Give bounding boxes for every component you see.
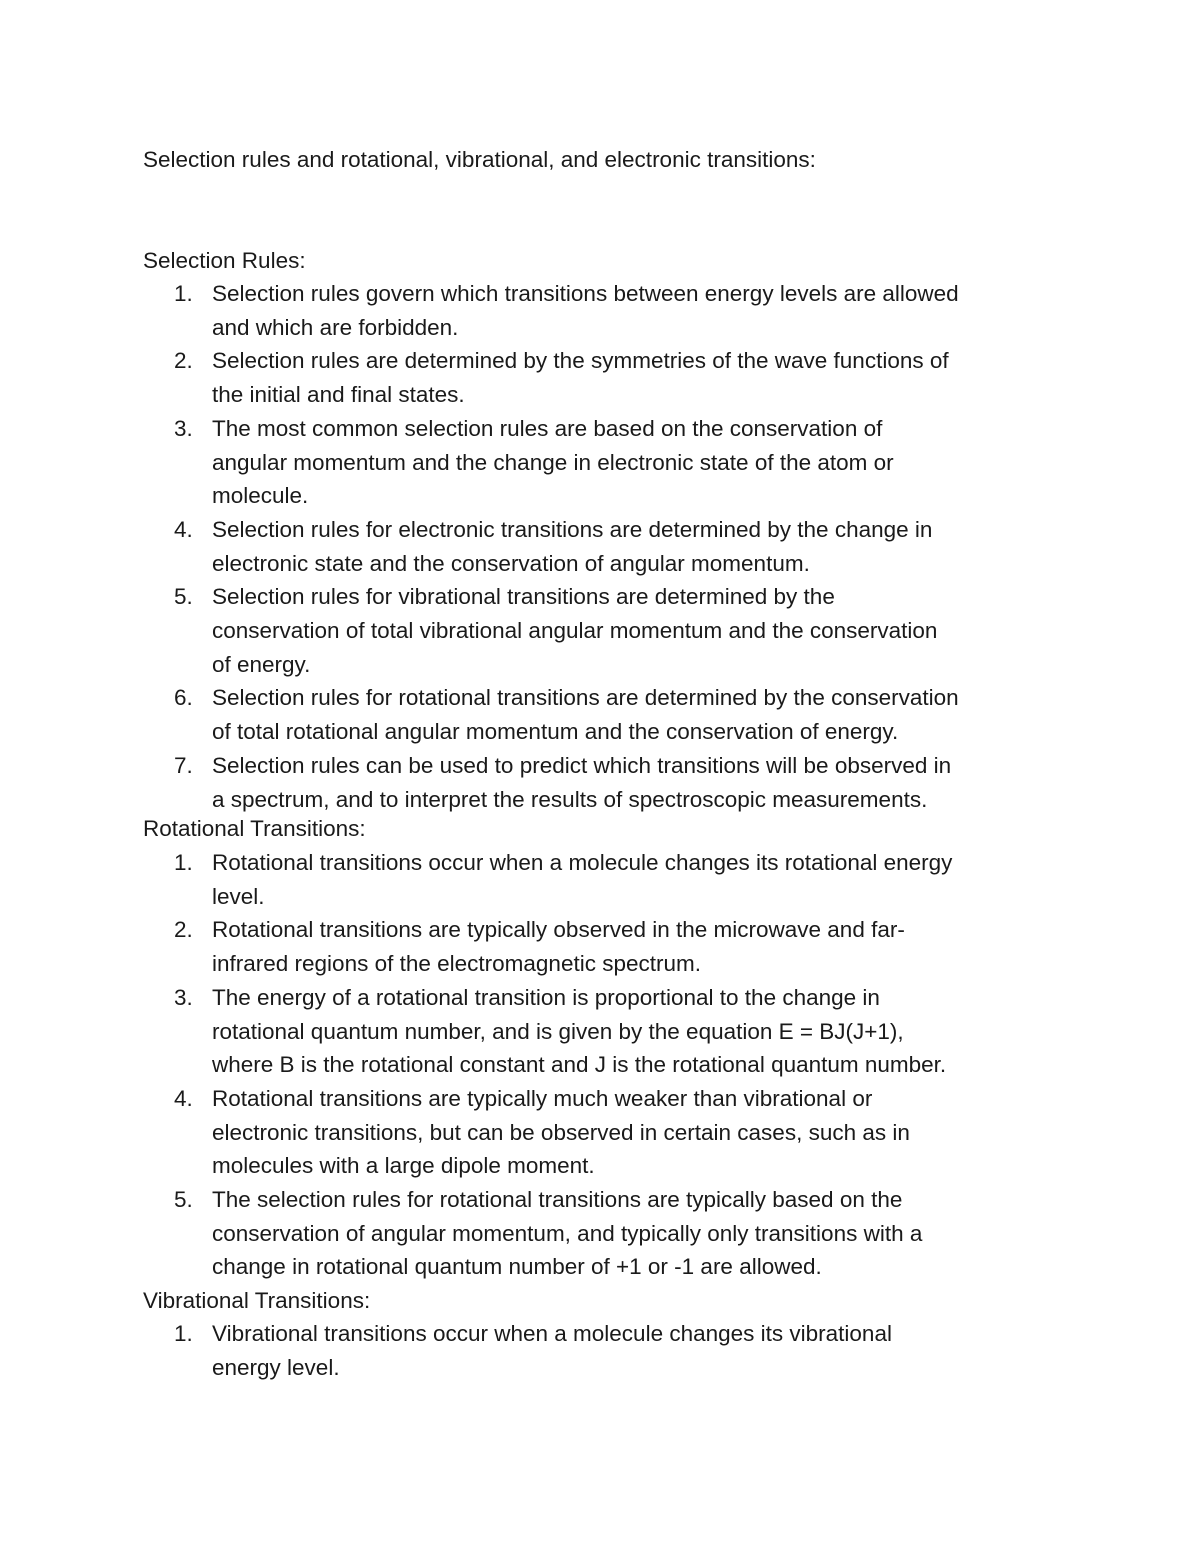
list-item-line: Selection rules for electronic transitions are determined by the change in <box>212 516 933 542</box>
list-item-line: molecules with a large dipole moment. <box>212 1153 595 1179</box>
section-heading-rotational-transitions: Rotational Transitions: <box>143 816 366 841</box>
list-item <box>143 344 1073 411</box>
list-item-line: conservation of total vibrational angular momentum and the conservation <box>212 618 938 644</box>
selection-rules-list <box>143 277 1073 816</box>
list-item <box>143 681 1073 748</box>
list-item-line: a spectrum, and to interpret the results of spectroscopic measurements. <box>212 786 928 812</box>
list-item-line: Vibrational transitions occur when a molecule changes its vibrational <box>212 1321 892 1346</box>
list-item-number: 4. <box>174 516 193 542</box>
list-item-number: 5. <box>174 584 193 610</box>
list-item <box>143 981 1073 1082</box>
list-item-line: Selection rules for vibrational transitions are determined by the <box>212 584 835 610</box>
list-item-line: and which are forbidden. <box>212 314 459 340</box>
list-item-line: electronic transitions, but can be observed in certain cases, such as in <box>212 1119 910 1145</box>
list-item-number: 2. <box>174 348 193 374</box>
list-item <box>143 1317 1073 1384</box>
list-item-line: of total rotational angular momentum and the conservation of energy. <box>212 719 899 745</box>
document-title: Selection rules and rotational, vibrational, and electronic transitions: <box>143 147 816 172</box>
list-item <box>143 1082 1073 1183</box>
list-item <box>143 580 1073 681</box>
list-item-line: Rotational transitions are typically observed in the microwave and far- <box>212 917 905 943</box>
list-item-number: 1. <box>174 1321 193 1346</box>
list-item-line: the initial and final states. <box>212 382 465 408</box>
rotational-transitions-list <box>143 846 1073 1284</box>
list-item-number: 7. <box>174 752 193 778</box>
list-item-line: Rotational transitions occur when a molecule changes its rotational energy <box>212 850 953 875</box>
list-item-line: molecule. <box>212 483 309 509</box>
list-item-line: Selection rules govern which transitions between energy levels are allowed <box>212 281 959 306</box>
list-item <box>143 277 1073 344</box>
list-item-line: Selection rules can be used to predict which transitions will be observed in <box>212 752 952 778</box>
list-item-line: where B is the rotational constant and J is the rotational quantum number. <box>212 1052 947 1078</box>
list-item <box>143 749 1073 816</box>
list-item-line: level. <box>212 883 265 909</box>
list-item-line: electronic state and the conservation of angular momentum. <box>212 550 810 576</box>
list-item-line: Rotational transitions are typically much weaker than vibrational or <box>212 1085 873 1111</box>
vibrational-transitions-list <box>143 1317 1073 1384</box>
list-item <box>143 412 1073 513</box>
list-item-number: 3. <box>174 984 193 1010</box>
list-item-number: 1. <box>174 281 193 306</box>
list-item-line: of energy. <box>212 651 311 677</box>
list-item-number: 6. <box>174 685 193 711</box>
list-item-line: Selection rules are determined by the symmetries of the wave functions of <box>212 348 949 374</box>
list-item <box>143 846 1073 913</box>
list-item-line: conservation of angular momentum, and typically only transitions with a <box>212 1220 923 1246</box>
list-item-line: change in rotational quantum number of +1 or -1 are allowed. <box>212 1254 822 1280</box>
list-item-number: 1. <box>174 850 193 875</box>
list-item-number: 4. <box>174 1085 193 1111</box>
list-item-line: The selection rules for rotational transitions are typically based on the <box>212 1187 903 1213</box>
list-item <box>143 1183 1073 1284</box>
list-item <box>143 513 1073 580</box>
list-item-line: The most common selection rules are based on the conservation of <box>212 415 883 441</box>
list-item <box>143 913 1073 980</box>
list-item-line: The energy of a rotational transition is proportional to the change in <box>212 984 880 1010</box>
list-item-line: rotational quantum number, and is given by the equation E = BJ(J+1), <box>212 1018 904 1044</box>
list-item-line: infrared regions of the electromagnetic spectrum. <box>212 951 701 977</box>
section-heading-vibrational-transitions: Vibrational Transitions: <box>143 1288 371 1313</box>
list-item-line: angular momentum and the change in electronic state of the atom or <box>212 449 894 475</box>
list-item-number: 2. <box>174 917 193 943</box>
list-item-line: Selection rules for rotational transitions are determined by the conservation <box>212 685 959 711</box>
list-item-number: 5. <box>174 1187 193 1213</box>
list-item-number: 3. <box>174 415 193 441</box>
section-heading-selection-rules: Selection Rules: <box>143 248 306 273</box>
list-item-line: energy level. <box>212 1354 340 1380</box>
